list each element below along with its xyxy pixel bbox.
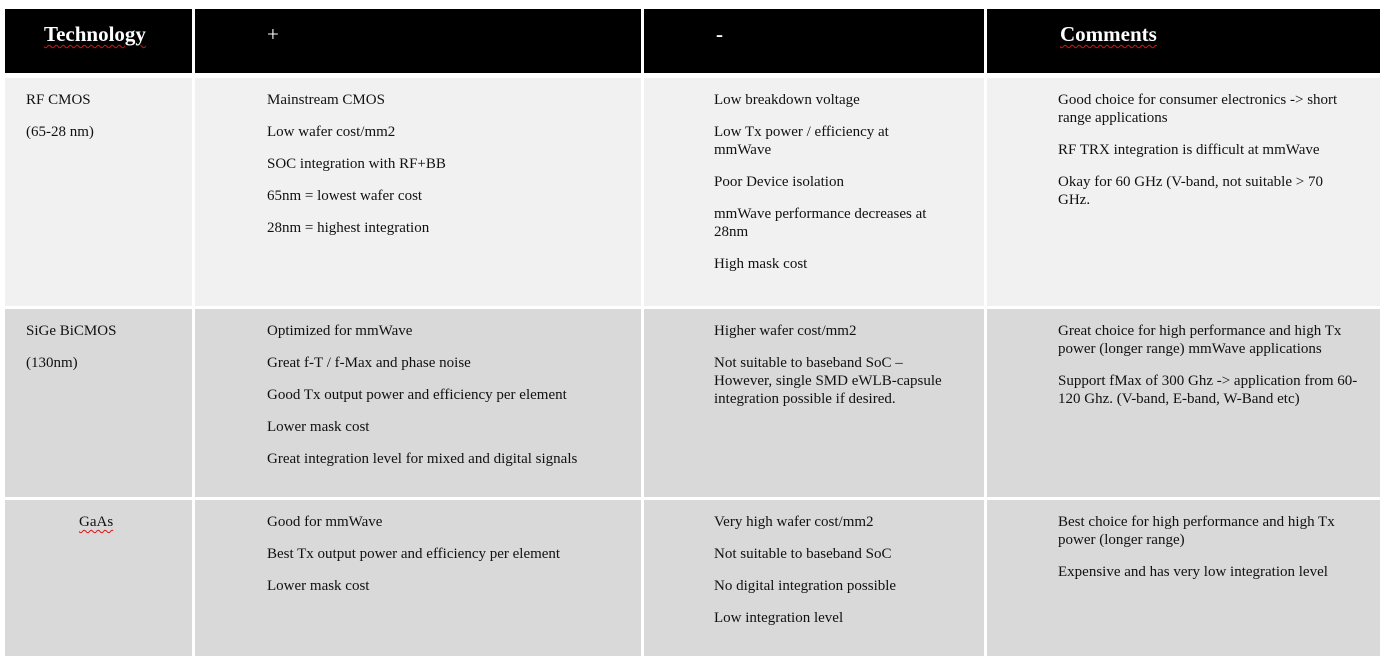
comment-item: Great choice for high performance and high Tx power (longer range) mmWave applications [1058,323,1342,357]
con-item: No digital integration possible [714,578,897,594]
comment-item: Expensive and has very low integration level [1058,564,1328,580]
table-row [5,500,1380,656]
pro-item: SOC integration with RF+BB [267,156,446,172]
table-row [5,309,1380,497]
con-item: Very high wafer cost/mm2 [714,514,874,530]
header-comments [987,9,1380,73]
con-item: Not suitable to baseband SoC – However, single SMD eWLB-capsule integration possible if desired. [714,355,942,407]
pros-cell [195,309,644,497]
con-item: Poor Device isolation [714,174,844,190]
cons-cell [644,78,987,306]
header-label: - [716,22,723,46]
technology-name: SiGe BiCMOS [26,323,117,339]
header-cons [644,9,987,73]
con-item: Not suitable to baseband SoC [714,546,892,562]
con-item: Low breakdown voltage [714,92,860,108]
header-label: Technology [44,22,146,46]
technology-comparison-table [5,9,1380,656]
comments-cell [987,78,1380,306]
con-item: Higher wafer cost/mm2 [714,323,857,339]
table-row [5,78,1380,306]
pros-cell [195,500,644,656]
pro-item: Lower mask cost [267,578,370,594]
con-item: Low integration level [714,610,844,626]
pro-item: Optimized for mmWave [267,323,413,339]
pros-cell [195,78,644,306]
cons-cell [644,309,987,497]
comments-cell [987,309,1380,497]
comment-item: Support fMax of 300 Ghz -> application from 60-120 Ghz. (V-band, E-band, W-Band etc) [1058,373,1358,407]
pro-item: Good Tx output power and efficiency per element [267,387,567,403]
technology-cell [5,500,195,656]
comment-item: Good choice for consumer electronics -> short range applications [1058,92,1338,126]
pro-item: Lower mask cost [267,419,370,435]
header-pros [195,9,644,73]
comment-item: Okay for 60 GHz (V-band, not suitable > 70 GHz. [1058,174,1323,208]
con-item: Low Tx power / efficiency at mmWave [714,124,889,158]
comment-item: Best choice for high performance and high Tx power (longer range) [1058,514,1335,548]
comments-cell [987,500,1380,656]
technology-node: (130nm) [26,355,78,371]
technology-cell [5,78,195,306]
pro-item: 65nm = lowest wafer cost [267,188,423,204]
con-item: High mask cost [714,256,808,272]
pro-item: Low wafer cost/mm2 [267,124,396,140]
technology-name: GaAs [79,514,114,530]
comment-item: RF TRX integration is difficult at mmWave [1058,142,1320,158]
pro-item: Mainstream CMOS [267,92,385,108]
header-label: + [267,22,279,46]
technology-node: (65-28 nm) [26,124,94,140]
pro-item: Great integration level for mixed and digital signals [267,451,578,467]
pro-item: Good for mmWave [267,514,383,530]
header-label: Comments [1060,22,1157,46]
pro-item: 28nm = highest integration [267,220,430,236]
pro-item: Great f-T / f-Max and phase noise [267,355,471,371]
con-item: mmWave performance decreases at 28nm [714,206,927,240]
pro-item: Best Tx output power and efficiency per element [267,546,561,562]
table-header-row [5,9,1380,73]
cons-cell [644,500,987,656]
technology-cell [5,309,195,497]
header-technology [5,9,195,73]
technology-name: RF CMOS [26,92,91,108]
